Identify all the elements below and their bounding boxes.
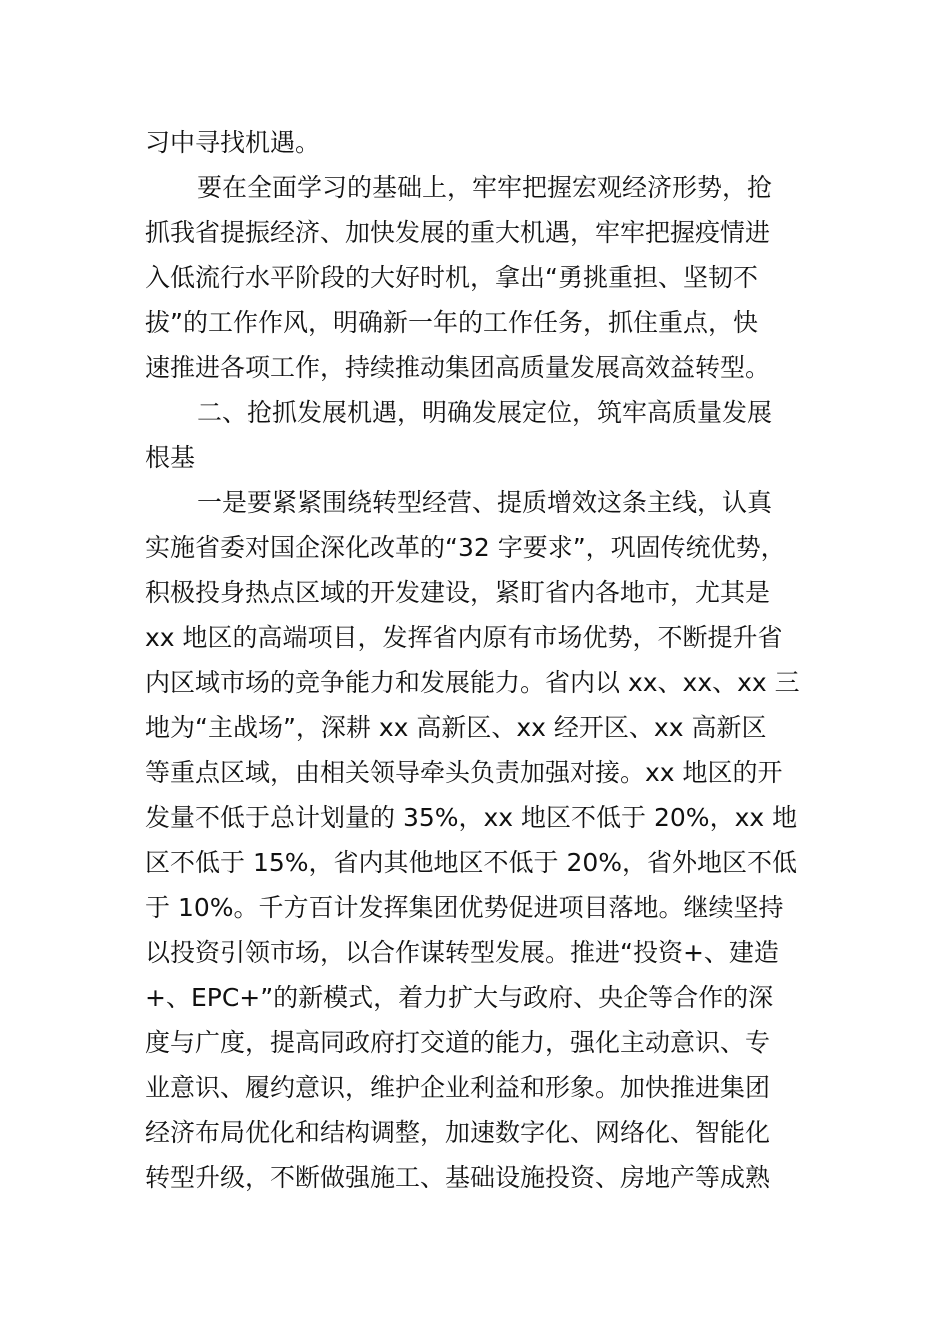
text-line: +、EPC+”的新模式，着力扩大与政府、央企等合作的深: [145, 983, 774, 1012]
text-line: 发量不低于总计划量的 35%，xx 地区不低于 20%，xx 地: [145, 803, 798, 832]
text-line: 速推进各项工作，持续推动集团高质量发展高效益转型。: [145, 353, 771, 382]
text-line: xx 地区的高端项目，发挥省内原有市场优势，不断提升省: [145, 623, 783, 652]
text-line: 等重点区域，由相关领导牵头负责加强对接。xx 地区的开: [145, 758, 783, 787]
text-line: 度与广度，提高同政府打交道的能力，强化主动意识、专: [145, 1028, 771, 1057]
text-line: 内区域市场的竞争能力和发展能力。省内以 xx、xx、xx 三: [145, 668, 800, 697]
text-line: 业意识、履约意识，维护企业利益和形象。加快推进集团: [145, 1073, 771, 1102]
text-line: 地为“主战场”，深耕 xx 高新区、xx 经开区、xx 高新区: [145, 713, 767, 742]
text-line: 积极投身热点区域的开发建设，紧盯省内各地市，尤其是: [145, 578, 771, 607]
paragraph-first-line: 一是要紧紧围绕转型经营、提质增效这条主线，认真: [197, 488, 773, 517]
section-heading: 二、抢抓发展机遇，明确发展定位，筑牢高质量发展: [197, 398, 773, 427]
paragraph-first-line: 要在全面学习的基础上，牢牢把握宏观经济形势，抢: [197, 173, 773, 202]
section-heading-continued: 根基: [145, 443, 196, 472]
document-body: [145, 120, 810, 1200]
text-line: 于 10%。千方百计发挥集团优势促进项目落地。继续坚持: [145, 893, 784, 922]
text-line: 经济布局优化和结构调整，加速数字化、网络化、智能化: [145, 1118, 771, 1147]
text-line: 习中寻找机遇。: [145, 128, 321, 157]
text-line: 拔”的工作作风，明确新一年的工作任务，抓住重点，快: [145, 308, 758, 337]
text-line: 区不低于 15%，省内其他地区不低于 20%，省外地区不低: [145, 848, 798, 877]
text-line: 以投资引领市场，以合作谋转型发展。推进“投资+、建造: [145, 938, 779, 967]
text-line: 入低流行水平阶段的大好时机，拿出“勇挑重担、坚韧不: [145, 263, 758, 292]
text-line: 转型升级，不断做强施工、基础设施投资、房地产等成熟: [145, 1163, 771, 1192]
text-line: 抓我省提振经济、加快发展的重大机遇，牢牢把握疫情进: [145, 218, 771, 247]
text-line: 实施省委对国企深化改革的“32 字要求”，巩固传统优势，: [145, 533, 786, 562]
